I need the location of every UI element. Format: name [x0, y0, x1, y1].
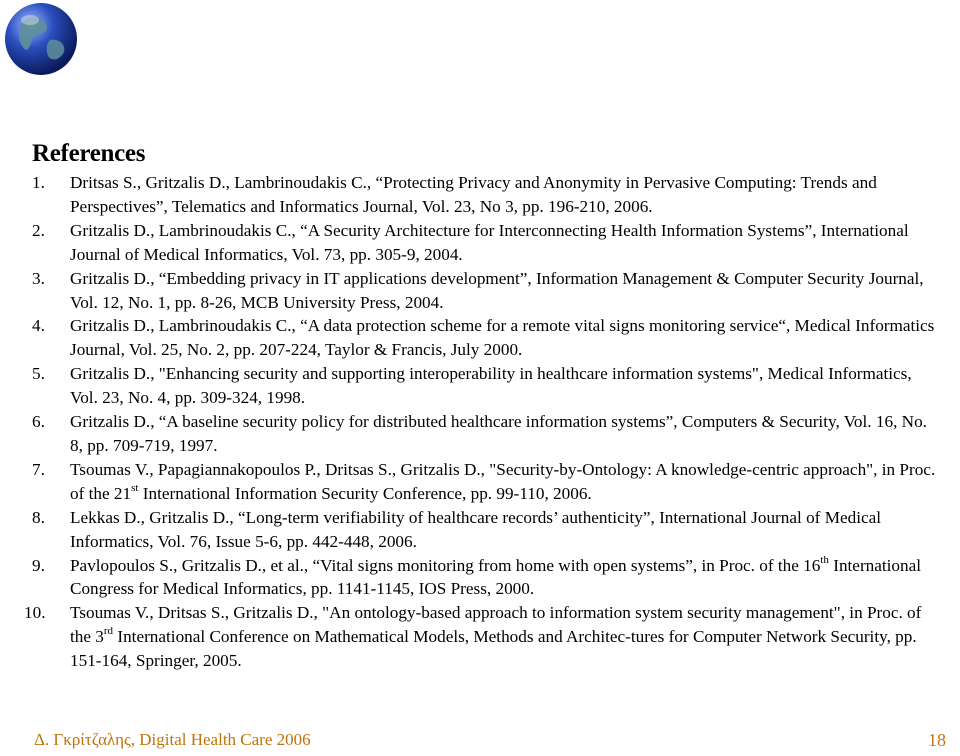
- reference-item: [32, 506, 937, 554]
- reference-item: [32, 362, 937, 410]
- reference-text-part: International Information Security Conference, pp. 99-110, 2006.: [138, 483, 592, 503]
- reference-text: [70, 460, 935, 503]
- reference-item: [32, 410, 937, 458]
- reference-text-part: Pavlopoulos S., Gritzalis D., et al., “Vital signs monitoring from home with open systems”, in Proc. of the 16: [70, 555, 821, 575]
- reference-number: 3.: [32, 268, 45, 288]
- reference-number: 9.: [32, 555, 45, 575]
- reference-number: 10.: [24, 603, 46, 623]
- reference-text: Gritzalis D., “Embedding privacy in IT applications development”, Information Management & Computer Security Journal, Vol. 12, No. 1, pp. 8-26, MCB University Press, 2004.: [70, 268, 924, 312]
- reference-text-part: Tsoumas V., Dritsas S., Gritzalis D., "An ontology-based approach to information system security management", in Proc. of the 3: [70, 603, 922, 647]
- ordinal-suffix: st: [131, 482, 139, 495]
- reference-item: [32, 314, 937, 362]
- reference-number: 5.: [32, 364, 45, 384]
- reference-text-part: International Conference on Mathematical Models, Methods and Architec-tures for Computer Network Security, pp. 151-164, Springer, 2005.: [70, 627, 917, 671]
- ordinal-suffix: rd: [103, 625, 114, 638]
- globe-icon: [2, 0, 80, 78]
- reference-item: [24, 601, 937, 673]
- reference-text: Gritzalis D., "Enhancing security and supporting interoperability in healthcare information systems", Medical Informatics, Vol. 23, No. 4, pp. 309-324, 1998.: [70, 364, 912, 408]
- reference-item: [32, 267, 937, 315]
- footer-text: Δ. Γκρίτζαλης, Digital Health Care 2006: [34, 730, 311, 749]
- reference-number: 4.: [32, 316, 45, 336]
- reference-text: Gritzalis D., Lambrinoudakis C., “A Security Architecture for Interconnecting Health Information Systems”, International Journal of Medical Informatics, Vol. 73, pp. 305-9, 2004.: [70, 220, 909, 264]
- reference-list: [24, 171, 937, 673]
- reference-text: Lekkas D., Gritzalis D., “Long-term verifiability of healthcare records’ authenticity”, International Journal of Medical Informatics, Vol. 76, Issue 5-6, pp. 442-448, 2006.: [70, 507, 882, 551]
- reference-item: [32, 219, 937, 267]
- reference-number: 7.: [32, 459, 45, 479]
- reference-text: [70, 553, 922, 599]
- reference-text: [70, 603, 921, 670]
- reference-item: [32, 171, 937, 219]
- reference-item: [32, 554, 937, 602]
- reference-number: 6.: [32, 412, 45, 432]
- reference-number: 8.: [32, 507, 45, 527]
- page-title: References: [32, 140, 146, 167]
- reference-number: 2.: [32, 220, 45, 240]
- reference-text-part: Tsoumas V., Papagiannakopoulos P., Dritsas S., Gritzalis D., "Security-by-Ontology: A knowledge-centric approach", in Proc. of the 21: [70, 459, 936, 503]
- reference-text-part: International Congress for Medical Informatics, pp. 1141-1145, IOS Press, 2000.: [70, 555, 922, 599]
- reference-text: Gritzalis D., Lambrinoudakis C., “A data protection scheme for a remote vital signs monitoring service“, Medical Informatics Journal, Vol. 25, No. 2, pp. 207-224, Taylor & Francis, July 2000.: [70, 316, 935, 360]
- ordinal-suffix: th: [820, 553, 829, 566]
- reference-text: Dritsas S., Gritzalis D., Lambrinoudakis C., “Protecting Privacy and Anonymity in Pervasive Computing: Trends and Perspectives”, Telematics and Informatics Journal, Vol. 23, No 3, pp. 196-210, 2006.: [70, 173, 877, 216]
- reference-text: Gritzalis D., “A baseline security policy for distributed healthcare information systems”, Computers & Security, Vol. 16, No. 8, pp. 709-719, 1997.: [70, 412, 927, 455]
- reference-item: [32, 458, 937, 506]
- reference-number: 1.: [32, 173, 45, 192]
- page-number: 18: [928, 730, 946, 750]
